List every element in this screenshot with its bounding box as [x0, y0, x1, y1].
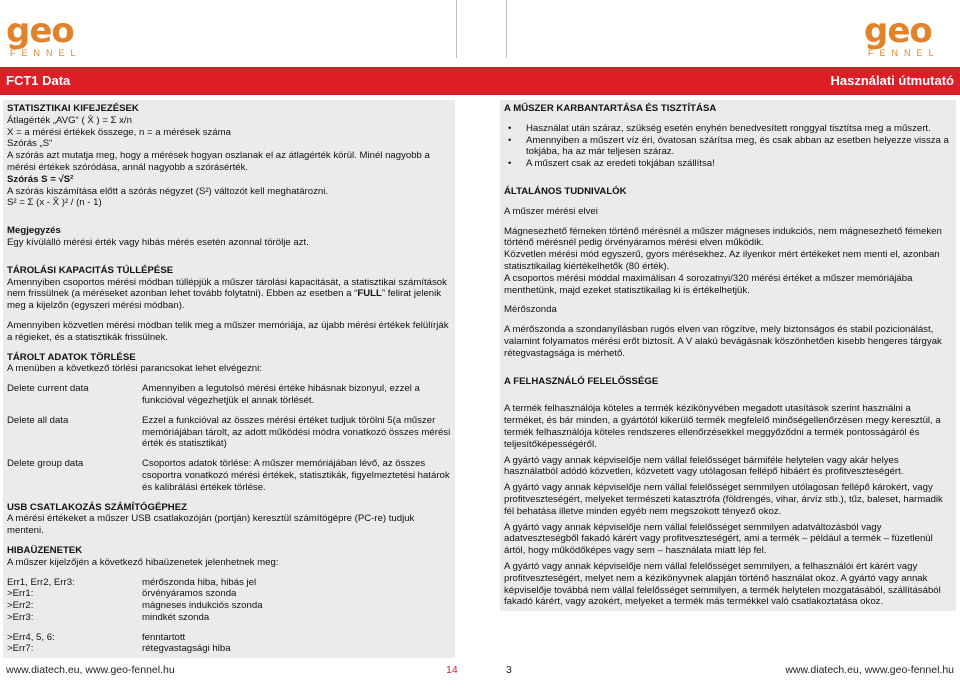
fold-line-right: [506, 0, 507, 58]
delete-title: TÁROLT ADATOK TÖRLÉSE: [7, 351, 136, 363]
stat-sd-heading: Szórás S = √S²: [7, 173, 74, 185]
footer-url-left[interactable]: www.diatech.eu, www.geo-fennel.hu: [6, 664, 175, 676]
delete-row: Delete current data Amennyiben a legutolsó mérési értéke hibásnak bizonyul, ezzel a funkcióval végezhetjük el annak törlését.: [7, 383, 420, 406]
stat-line: X = a mérési értékek összege, n = a mérések száma: [7, 126, 231, 138]
error-row: Err1, Err2, Err3: mérőszonda hiba, hibás jel: [7, 576, 257, 588]
note-text: Egy kívülálló mérési érték vagy hibás mérés esetén azonnal törölje azt.: [7, 236, 309, 248]
liability-p: A gyártó vagy annak képviselője nem vállal felelősséget semmilyen adatváltozásból vagy adatveszteségből fakadó kárért vagy profitveszteségért, ami a termék – például a termék – füzetlenül ártól, hogy működőképes vagy sem – használata miatt lép fel.: [504, 521, 933, 557]
liability-p: A gyártó vagy annak képviselője nem vállal felelősséget semmilyen, a felhasználói ért kárért vagy profitveszteségért, melyet nem a kézikönyvnek alapján történő használat okoz. A gyártó vagy annak képviselője továbbá nem vállal felelősséget semmilyen, a termék helytelen mozgatásából, szállításából fakadó kárért, vagy azokért, melyeket a termék más termékkel való csatlakoztatása okoz.: [504, 560, 941, 608]
principle-p1: Mágnesezhető fémeken történő mérésnél a műszer mágneses indukciós, nem mágnesezhető fémeken történő mérésnél pedig örvényáramos mérési elven működik.: [504, 225, 942, 249]
list-item: • Használat után száraz, szükség esetén enyhén benedvesített ronggyal tisztítsa meg a műszert.: [508, 123, 952, 135]
error-row: >Err3: mindkét szonda: [7, 611, 210, 623]
usb-text: A mérési értékeket a műszer USB csatlakozóján (portján) keresztül számítógépre (PC-re) tudjuk menteni.: [7, 513, 415, 537]
header-bar: [0, 67, 960, 95]
principle-p2: Közvetlen mérési mód egyszerű, gyors mérésekhez. Az ilyenkor mért értékeket nem menti el, azonban statisztikailag kiértékelhetők (80 érték).: [504, 249, 940, 272]
delete-intro: A menüben a következő törlési parancsokat lehet elvégezni:: [7, 363, 262, 375]
general-title: ÁLTALÁNOS TUDNIVALÓK: [504, 185, 627, 197]
errors-title: HIBAÜZENETEK: [7, 544, 83, 556]
list-item: • A műszert csak az eredeti tokjában szállítsa!: [508, 158, 952, 170]
stat-title: STATISZTIKAI KIFEJEZÉSEK: [7, 103, 139, 114]
footer-url-right[interactable]: www.diatech.eu, www.geo-fennel.hu: [785, 664, 954, 676]
error-row: >Err2: mágneses indukciós szonda: [7, 600, 263, 612]
usb-title: USB CSATLAKOZÁS SZÁMÍTÓGÉPHEZ: [7, 501, 187, 513]
principle-title: A műszer mérési elvei: [504, 205, 598, 217]
list-item: • Amennyiben a műszert víz éri, óvatosan szárítsa meg, és csak abban az esetben helyezze vissza a tokjába, ha az már teljesen száraz.: [508, 135, 952, 159]
brand-logo-right: geo FENNEL: [864, 11, 940, 58]
error-row: >Err1: örvényáramos szonda: [7, 588, 237, 600]
liability-p: A gyártó vagy annak képviselője nem vállal felelősséget semmilyen utólagosan fellépő károkért, vagy profitveszteségért, melyeket természeti katasztrófa (földrengés, vihar, árvíz stb.), tűz, baleset, harmadik fél behatása illetve minden egyéb nem megszokott tényező okoz.: [504, 482, 943, 517]
error-row: >Err7: rétegvastagsági hiba: [7, 643, 231, 655]
header-manual-label: Használati útmutató: [830, 73, 954, 88]
overflow-p1: Amennyiben csoportos mérési módban túllépjük a műszer tárolási kapacitását, a statisztikai számítások nem frissülnek (a méréseket azonban lehet tovább folytatni). Ebben az esetben a “FULL” felirat jelenik meg a kijelzőn (egyszeri mérési módban).: [7, 276, 447, 312]
maintenance-list: [504, 123, 952, 170]
stat-line: A szórás azt mutatja meg, hogy a mérések hogyan oszlanak el az átlagérték körül. Minél nagyobb a mérési értékek szóródása, annál nagyobb a szórásérték.: [7, 150, 430, 173]
probe-text: A mérőszonda a szondanyílásban rugós elven van rögzítve, mely biztonságos és stabil pozicionálást, valamint folyamatos mérési erőt biztosít. A V alakú bevágásnak köszönhetően kisebb hengeres tárgyak rétegvastagsága is mérhető.: [504, 324, 942, 359]
stat-formula: S² = Σ (x - X̄ )² / (n - 1): [7, 197, 102, 209]
left-column: [3, 100, 455, 658]
stat-line: Átlagérték „AVG“ ( X̄ ) = Σ x/n: [7, 114, 132, 126]
errors-intro: A műszer kijelzőjén a következő hibaüzenetek jelenhetnek meg:: [7, 556, 279, 568]
right-column: [500, 100, 956, 611]
delete-row: Delete group data Csoportos adatok törlése: A műszer memóriájában lévő, az összes csoportra vonatkozó mérési értékek, statisztikák, figyelmeztetési határok és kalibrálási értékek törlése.: [7, 458, 450, 493]
page-number-left: 14: [446, 664, 458, 676]
brand-logo-left: geo FENNEL: [6, 11, 82, 58]
probe-title: Mérőszonda: [504, 304, 557, 316]
note-title: Megjegyzés: [7, 225, 61, 237]
delete-row: Delete all data Ezzel a funkcióval az összes mérési értéket tudjuk törölni 5(a műszer memóriájában tárolt, az adott működési módra vonatkozó összes mérési érték és statisztikát): [7, 414, 451, 450]
header-title: FCT1 Data: [6, 73, 71, 88]
page-number-right: 3: [506, 664, 512, 676]
stat-line: Szórás „S“: [7, 138, 53, 150]
liability-p: A gyártó vagy annak képviselője nem vállal felelősséget bármiféle helytelen vagy akár helyes használatból adódó közvetlen, közvetett vagy utólagosan fellépő hibáért és profitveszteségért.: [504, 454, 904, 478]
liability-p: A termék felhasználója köteles a termék kézikönyvében megadott utasítások szerint használni a terméket, és bár minden, a gyártótól kikerülő termék megfelelő minőségellenőrzésen megy keresztül, a termék felhasználója köteles rendszeres ellenőrzésekkel meggyőződni a termék pontosságáról és teljesítőképességéről.: [504, 403, 941, 450]
overflow-title: TÁROLÁSI KAPACITÁS TÚLLÉPÉSE: [7, 264, 174, 276]
maintenance-box: [500, 100, 956, 611]
maintenance-title: A MŰSZER KARBANTARTÁSA ÉS TISZTÍTÁSA: [504, 103, 717, 114]
stat-sd-line: A szórás kiszámítása előtt a szórás négyzet (S²) változót kell meghatározni.: [7, 185, 328, 197]
principle-p3: A csoportos mérési móddal maximálisan 4 sorozatnyi/320 mérési értéket a műszer memóriájába menthetünk, majd ezeket statisztikailag ki is értékelhetjük.: [504, 272, 913, 296]
fold-line-left: [456, 0, 457, 58]
statistics-box: [3, 100, 455, 658]
liability-title: A FELHASZNÁLÓ FELELŐSSÉGE: [504, 375, 659, 387]
error-row: >Err4, 5, 6: fenntartott: [7, 631, 186, 643]
overflow-p2: Amennyiben közvetlen mérési módban telik meg a műszer memóriája, az újabb mérési értékek felülírják a régieket, és a statisztikák frissülnek.: [7, 319, 449, 343]
